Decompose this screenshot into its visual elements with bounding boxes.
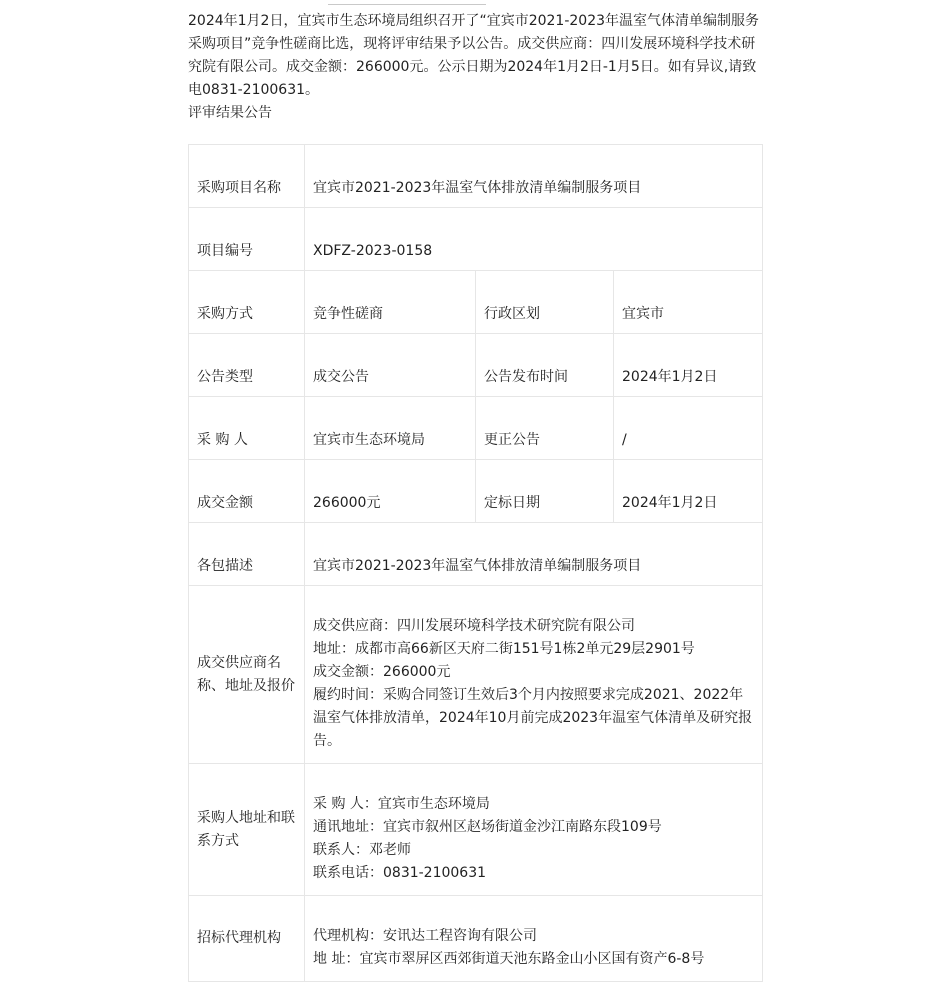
value-cell: [305, 896, 763, 982]
result-subheading: 评审结果公告: [188, 105, 272, 121]
top-divider: [328, 4, 486, 5]
contact-phone-line: 联系电话：0831-2100631: [313, 865, 487, 881]
value-cell: [305, 586, 763, 764]
value-cell: 竞争性磋商: [305, 271, 476, 334]
value-cell: 宜宾市: [614, 271, 763, 334]
value-cell: 宜宾市2021-2023年温室气体排放清单编制服务项目: [305, 145, 763, 208]
mailing-address-line: 通讯地址：宜宾市叙州区赵场街道金沙江南路东段109号: [313, 819, 662, 835]
table-row: [189, 397, 763, 460]
value-cell: 宜宾市生态环境局: [305, 397, 476, 460]
label-cell: 项目编号: [189, 208, 305, 271]
label-cell: 定标日期: [476, 460, 614, 523]
value-cell: 2024年1月2日: [614, 460, 763, 523]
label-cell: 各包描述: [189, 523, 305, 586]
label-cell: 采购方式: [189, 271, 305, 334]
intro-paragraph: 2024年1月2日，宜宾市生态环境局组织召开了“宜宾市2021-2023年温室气体清单编制服务采购项目”竞争性磋商比选，现将评审结果予以公告。成交供应商：四川发展环境科学技术研究院有限公司。成交金额：266000元。公示日期为2024年1月2日-1月5日。如有异议,请致电0831-2100631。: [188, 13, 760, 98]
result-table: [188, 144, 763, 982]
performance-time-line: 履约时间：采购合同签订生效后3个月内按照要求完成2021、2022年温室气体排放清单，2024年10月前完成2023年温室气体清单及研究报告。: [313, 687, 753, 749]
value-cell: [305, 764, 763, 896]
supplier-address-line: 地址：成都市高66新区天府二街151号1栋2单元29层2901号: [313, 641, 695, 657]
value-cell: /: [614, 397, 763, 460]
table-row: [189, 145, 763, 208]
intro-section: [188, 10, 763, 125]
value-cell: XDFZ-2023-0158: [305, 208, 763, 271]
table-row: [189, 334, 763, 397]
table-row: [189, 896, 763, 982]
label-cell: 公告类型: [189, 334, 305, 397]
value-cell: 成交公告: [305, 334, 476, 397]
table-row: [189, 208, 763, 271]
value-cell: 2024年1月2日: [614, 334, 763, 397]
label-cell: 采 购 人: [189, 397, 305, 460]
agency-address-line: 地 址：宜宾市翠屏区西郊街道天池东路金山小区国有资产6-8号: [313, 951, 705, 967]
label-cell: 采购人地址和联系方式: [189, 764, 305, 896]
value-cell: 266000元: [305, 460, 476, 523]
table-row: [189, 764, 763, 896]
purchaser-line: 采 购 人：宜宾市生态环境局: [313, 796, 490, 812]
table-row: [189, 523, 763, 586]
contact-person-line: 联系人：邓老师: [313, 842, 411, 858]
label-cell: 成交供应商名称、地址及报价: [189, 586, 305, 764]
label-cell: 行政区划: [476, 271, 614, 334]
supplier-name-line: 成交供应商：四川发展环境科学技术研究院有限公司: [313, 618, 635, 634]
supplier-amount-line: 成交金额：266000元: [313, 664, 451, 680]
label-cell: 采购项目名称: [189, 145, 305, 208]
label-cell: 成交金额: [189, 460, 305, 523]
value-cell: 宜宾市2021-2023年温室气体排放清单编制服务项目: [305, 523, 763, 586]
table-row: [189, 460, 763, 523]
table-row: [189, 586, 763, 764]
agency-name-line: 代理机构：安讯达工程咨询有限公司: [313, 928, 537, 944]
table-row: [189, 271, 763, 334]
label-cell: 更正公告: [476, 397, 614, 460]
label-cell: 公告发布时间: [476, 334, 614, 397]
label-cell: 招标代理机构: [189, 896, 305, 982]
